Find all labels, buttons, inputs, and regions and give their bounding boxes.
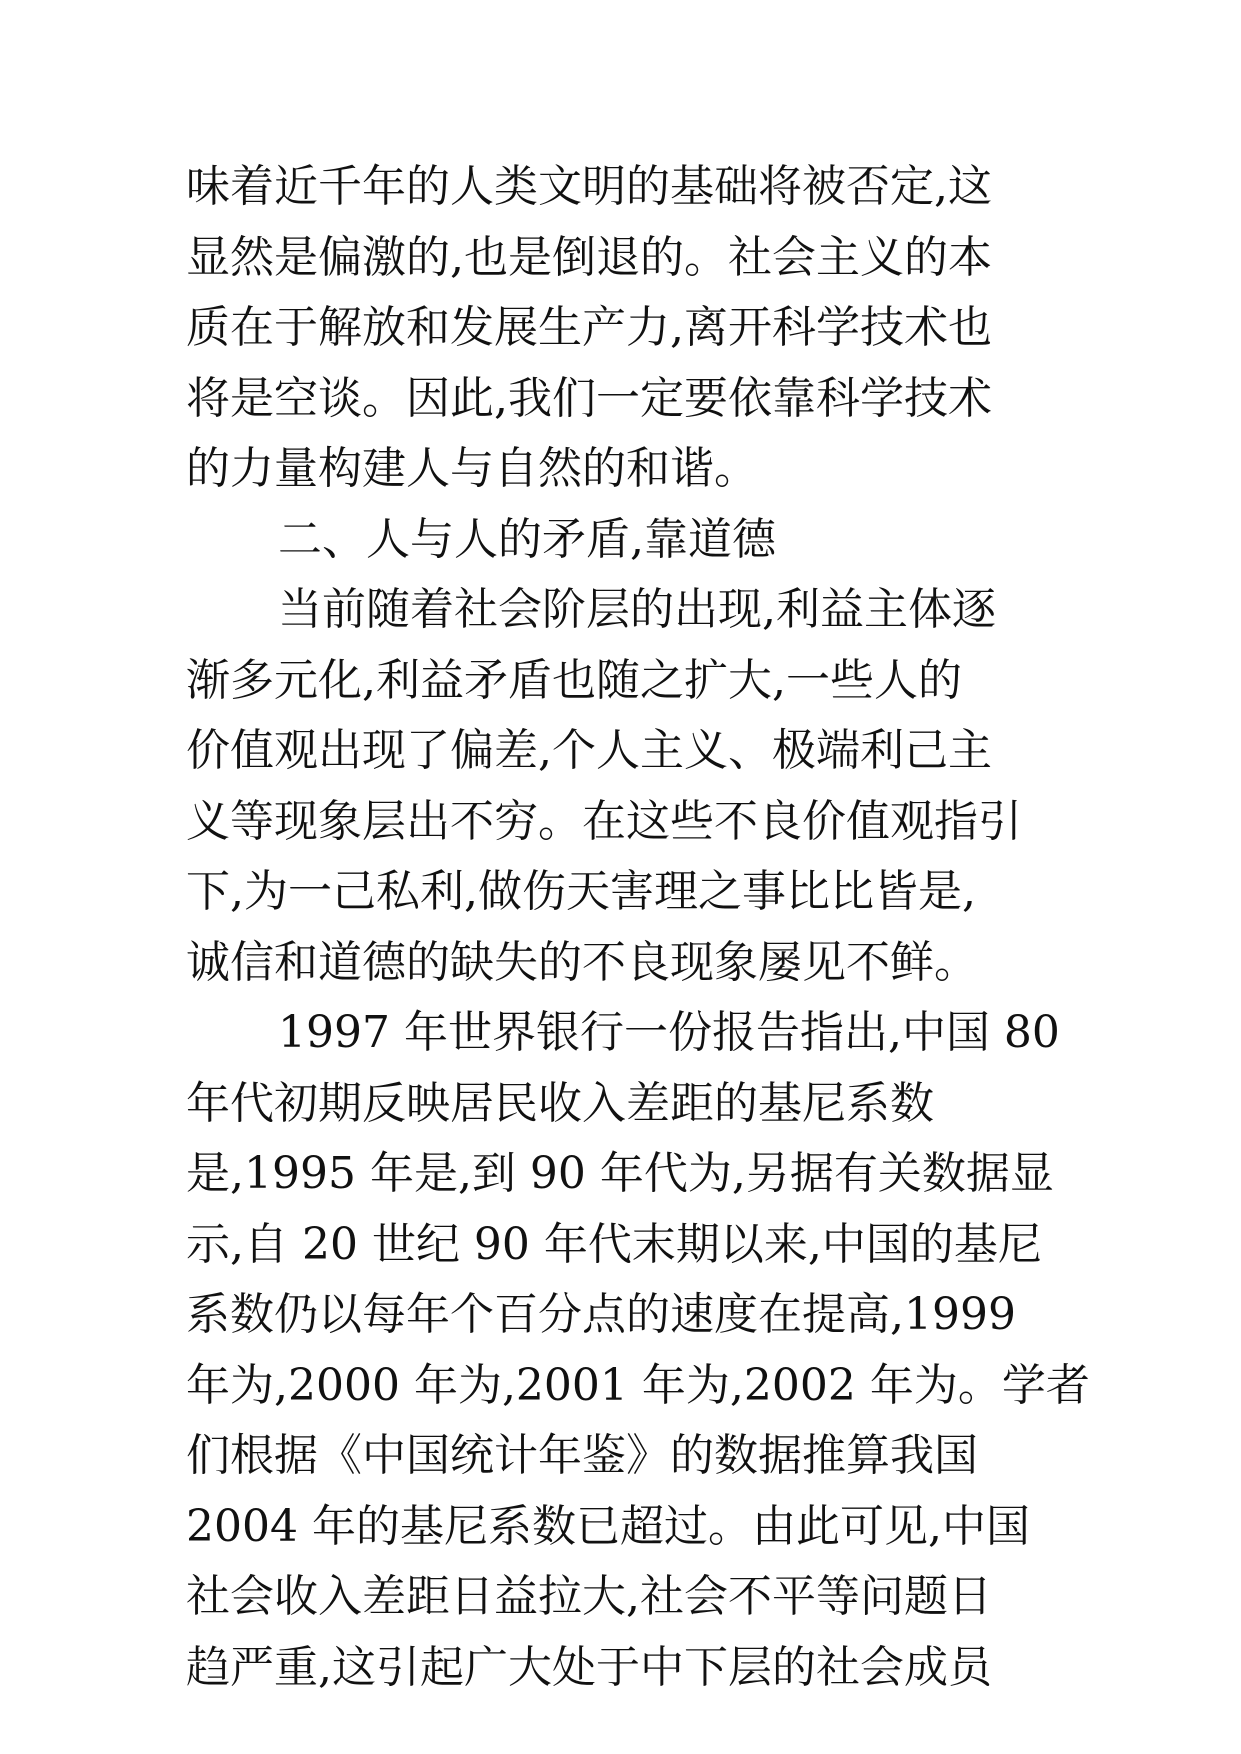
text-line: 义等现象层出不穷。在这些不良价值观指引 — [186, 795, 1022, 847]
text-line: 质在于解放和发展生产力,离开科学技术也 — [186, 302, 992, 353]
text-line: 将是空谈。因此,我们一定要依靠科学技术 — [186, 372, 992, 424]
paragraph-start-line: 1997 年世界银行一份报告指出,中国 80 — [278, 1007, 1060, 1058]
text-line: 显然是偏激的,也是倒退的。社会主义的本 — [186, 231, 992, 283]
text-line: 系数仍以每年个百分点的速度在提高,1999 — [186, 1289, 1016, 1340]
text-line: 渐多元化,利益矛盾也随之扩大,一些人的 — [186, 654, 962, 706]
text-line: 年代初期反映居民收入差距的基尼系数 — [186, 1077, 934, 1129]
text-line: 的力量构建人与自然的和谐。 — [186, 443, 758, 494]
text-line: 下,为一己私利,做伤天害理之事比比皆是, — [186, 866, 976, 917]
text-line: 年为,2000 年为,2001 年为,2002 年为。学者 — [186, 1359, 1090, 1411]
document-body — [186, 152, 1090, 1703]
text-line: 们根据《中国统计年鉴》的数据推算我国 — [186, 1430, 978, 1481]
paragraph-start-line: 当前随着社会阶层的出现,利益主体逐 — [278, 584, 996, 635]
text-line: 价值观出现了偏差,个人主义、极端利己主 — [186, 725, 992, 776]
text-line: 味着近千年的人类文明的基础将被否定,这 — [186, 161, 992, 212]
text-line: 示,自 20 世纪 90 年代末期以来,中国的基尼 — [186, 1218, 1042, 1270]
text-line: 趋严重,这引起广大处于中下层的社会成员 — [186, 1641, 992, 1693]
section-heading: 二、人与人的矛盾,靠道德 — [278, 513, 776, 565]
text-line: 诚信和道德的缺失的不良现象屡见不鲜。 — [186, 936, 978, 988]
text-line: 社会收入差距日益拉大,社会不平等问题日 — [186, 1571, 992, 1622]
text-line: 2004 年的基尼系数已超过。由此可见,中国 — [186, 1500, 1030, 1552]
text-line: 是,1995 年是,到 90 年代为,另据有关数据显 — [186, 1148, 1054, 1199]
